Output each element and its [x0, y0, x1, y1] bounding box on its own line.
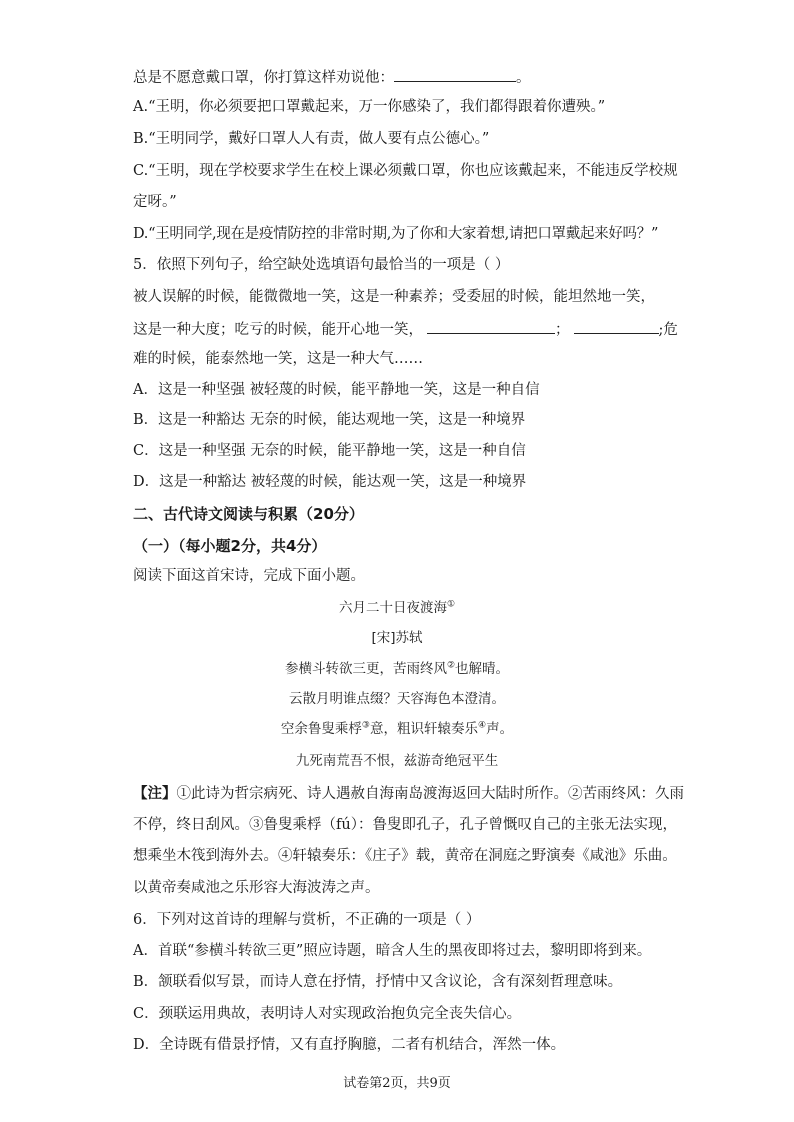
- notes-line-2: 不停，终日刮风。③鲁叟乘桴（fú）：鲁叟即孔子，孔子曾慨叹自己的主张无法实现，: [133, 817, 677, 833]
- q4-option-a: A.“王明，你必须要把口罩戴起来，万一你感染了，我们都得跟着你遭殃。”: [133, 99, 606, 115]
- section2-title: 二、古代诗文阅读与积累（20分）: [133, 505, 364, 523]
- poem-line-1-note: ②: [446, 660, 456, 671]
- poem-title: [0, 598, 794, 618]
- q5-blank-2[interactable]: [574, 318, 659, 334]
- notes-line-1: [133, 784, 684, 804]
- q4-answer-blank[interactable]: [394, 66, 516, 82]
- poem-line-3c: 声。: [486, 721, 514, 737]
- q5-option-c: C．这是一种坚强 无奈的时候，能平静地一笑，这是一种自信: [133, 443, 526, 459]
- q4-option-c-cont: 定呀。”: [133, 194, 177, 210]
- poem-line-2: 云散月明谁点缀？天容海色本澄清。: [289, 691, 505, 707]
- section2-instruction: 阅读下面这首宋诗，完成下面小题。: [133, 568, 365, 584]
- poem-line-3b: 意，粗识轩辕奏乐: [370, 721, 478, 737]
- q4-stem: [133, 66, 531, 88]
- q5-passage-2b: ；: [555, 322, 570, 338]
- notes-line-1-text: ①此诗为哲宗病死、诗人遇赦自海南岛渡海返回大陆时所作。②苦雨终风：久雨: [176, 786, 684, 802]
- poem-line-1b: 也解晴。: [455, 661, 510, 677]
- poem-line-3-note-2: ④: [478, 720, 487, 731]
- q5-option-b: B．这是一种豁达 无奈的时候，能达观地一笑，这是一种境界: [133, 412, 526, 428]
- q4-stem-text: 总是不愿意戴口罩，你打算这样劝说他：: [133, 70, 394, 86]
- q4-option-c: C.“王明，现在学校要求学生在校上课必须戴口罩，你也应该戴起来，不能违反学校规: [133, 163, 678, 179]
- poem-line-4: 九死南荒吾不恨，兹游奇绝冠平生: [295, 753, 499, 769]
- page-footer: 试卷第2页，共9页: [343, 1076, 451, 1091]
- poem-author: [宋]苏轼: [371, 630, 423, 646]
- poem-title-text: 六月二十日夜渡海: [338, 600, 447, 616]
- q6-option-b: B．颔联看似写景，而诗人意在抒情，抒情中又含议论，含有深刻哲理意味。: [133, 974, 623, 990]
- q4-stem-end: 。: [516, 70, 531, 86]
- q5-passage-3: 难的时候，能泰然地一笑，这是一种大气……: [133, 351, 423, 367]
- poem-line-3-note-1: ③: [361, 720, 370, 731]
- q5-passage-1: 被人误解的时候，能微微地一笑，这是一种素养；受委屈的时候，能坦然地一笑，: [133, 289, 655, 305]
- notes-line-4: 以黄帝奏咸池之乐形容大海波涛之声。: [133, 880, 380, 896]
- q5-passage-2c: ;危: [658, 322, 678, 338]
- poem-line-3: [0, 719, 794, 739]
- notes-line-3: 想乘坐木筏到海外去。④轩辕奏乐：《庄子》载，黄帝在洞庭之野演奏《咸池》乐曲。: [133, 848, 677, 864]
- poem-line-3a: 空余鲁叟乘桴: [280, 721, 362, 737]
- q5-option-d: D．这是一种豁达 被轻蔑的时候，能达观一笑，这是一种境界: [133, 474, 527, 490]
- q6-option-a: A．首联“参横斗转欲三更”照应诗题，暗含人生的黑夜即将过去，黎明即将到来。: [133, 943, 652, 959]
- q6-option-c: C．颈联运用典故，表明诗人对实现政治抱负完全丧失信心。: [133, 1006, 522, 1022]
- poem-line-1a: 参横斗转欲三更，苦雨终风: [284, 661, 447, 677]
- poem-title-note: ①: [446, 599, 456, 610]
- q4-option-d: D.“王明同学,现在是疫情防控的非常时期,为了你和大家着想,请把口罩戴起来好吗？”: [133, 226, 659, 242]
- q6-stem: 6．下列对这首诗的理解与赏析，不正确的一项是（ ）: [133, 912, 481, 928]
- q5-passage-2a: 这是一种大度；吃亏的时候，能开心地一笑，: [133, 322, 423, 338]
- poem-line-1: [0, 659, 794, 679]
- q5-stem: 5．依照下列句子，给空缺处选填语句最恰当的一项是（ ）: [133, 257, 510, 273]
- q5-passage-2: [133, 318, 678, 340]
- section2-subtitle: （一）（每小题2分，共4分）: [133, 537, 327, 555]
- q4-option-b: B.“王明同学，戴好口罩人人有责，做人要有点公德心。”: [133, 131, 490, 147]
- q5-option-a: A．这是一种坚强 被轻蔑的时候，能平静地一笑，这是一种自信: [133, 382, 540, 398]
- notes-label: 【注】: [133, 785, 177, 802]
- q6-option-d: D．全诗既有借景抒情，又有直抒胸臆，二者有机结合，浑然一体。: [133, 1037, 566, 1053]
- q5-blank-1[interactable]: [427, 318, 555, 334]
